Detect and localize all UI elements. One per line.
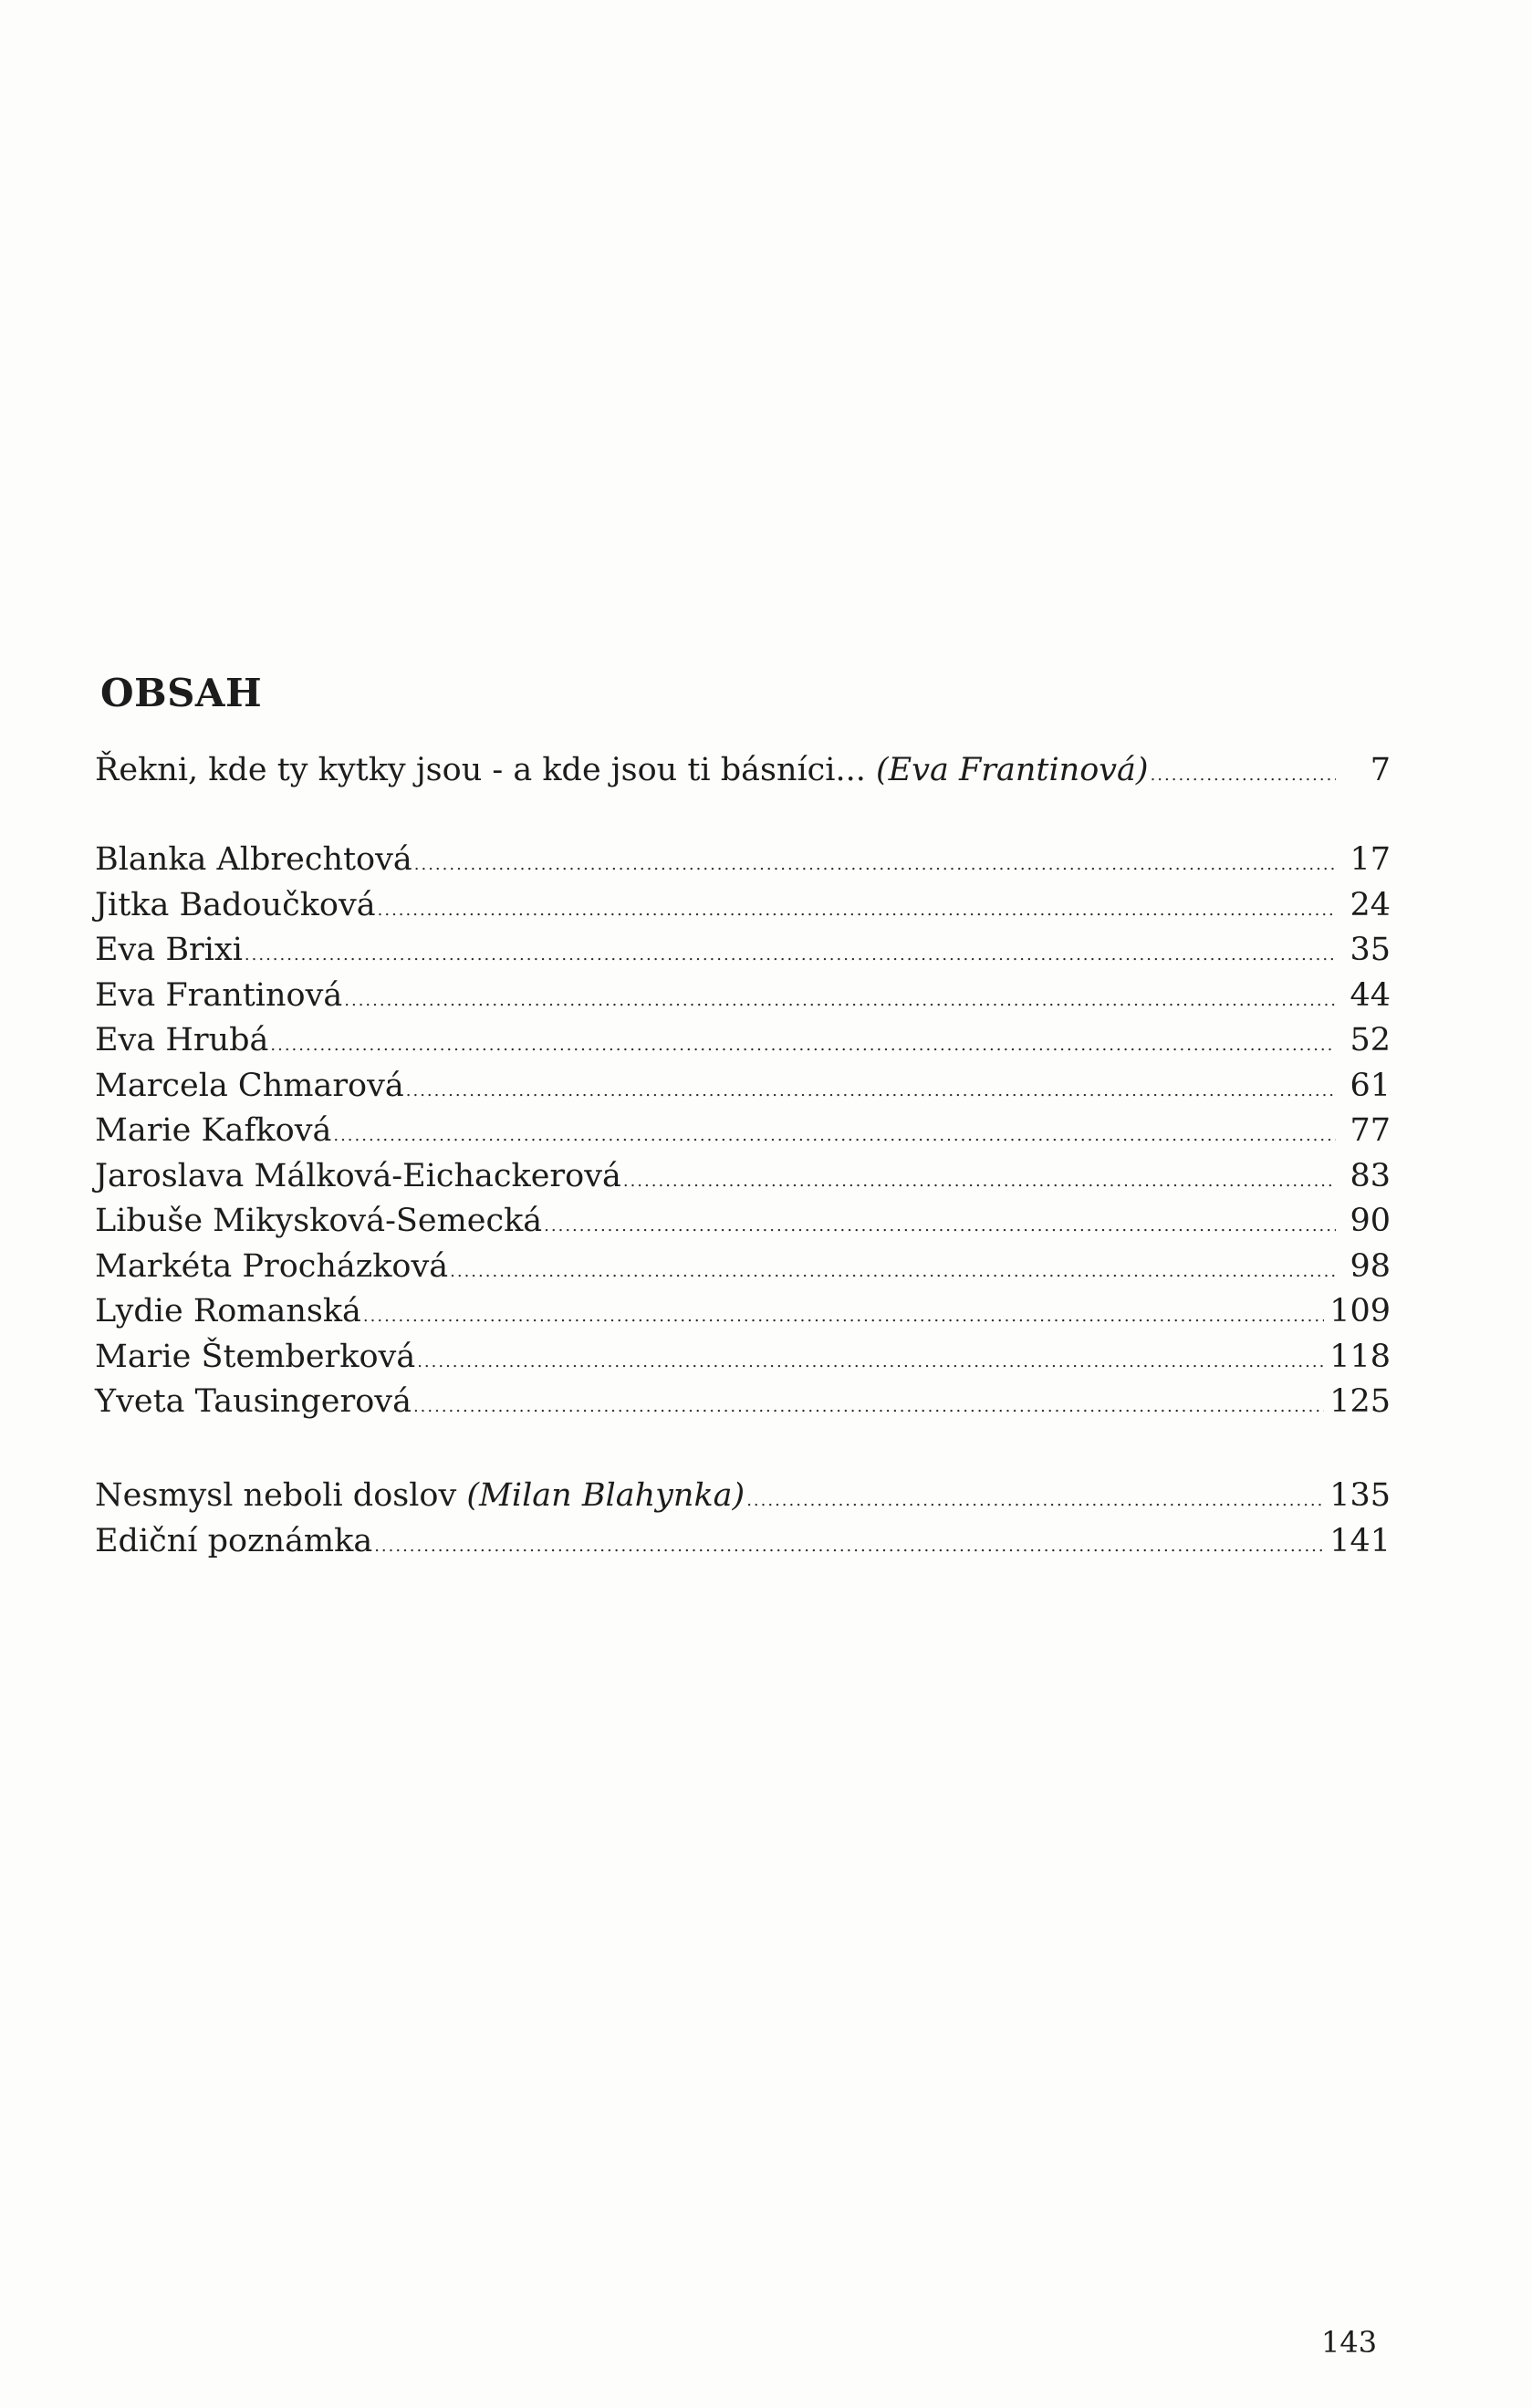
dot-leader [378,902,1336,919]
toc-intro-list [95,748,1391,794]
dot-leader [1151,767,1336,784]
entry-page-number: 17 [1350,841,1391,878]
entry-title: Eva Brixi [95,932,243,968]
dot-leader [417,1354,1324,1371]
entry-page-number: 125 [1329,1383,1391,1420]
toc-entry [95,1064,1391,1110]
toc-entry [95,1289,1391,1335]
toc-entry [95,1018,1391,1064]
page-number: 143 [1321,2325,1378,2360]
dot-leader [746,1493,1324,1509]
entry-author: (Eva Frantinová) [876,752,1149,788]
entry-page-number: 141 [1329,1522,1391,1559]
dot-leader [363,1308,1324,1325]
entry-page-number: 90 [1350,1203,1391,1239]
entry-title-text: Řekni, kde ty kytky jsou - a kde jsou ti básníci... [95,752,866,788]
entry-title-text: Nesmysl neboli doslov [95,1477,457,1514]
entry-page-number: 109 [1329,1293,1391,1329]
toc-entry [95,928,1391,974]
toc-entry-afterword [95,1474,1391,1519]
dot-leader [413,1399,1324,1415]
entry-title [95,748,1149,794]
entry-page-number: 83 [1350,1157,1391,1194]
toc-entry [95,883,1391,929]
toc-entry [95,1154,1391,1200]
dot-leader [414,857,1336,873]
toc-entry [95,974,1391,1019]
dot-leader [450,1264,1336,1280]
dot-leader [406,1083,1336,1100]
entry-page-number: 118 [1329,1338,1391,1375]
dot-leader [270,1037,1336,1054]
entry-title: Marcela Chmarová [95,1067,404,1104]
dot-leader [245,947,1336,964]
toc-entry [95,838,1391,883]
entry-page-number: 24 [1350,886,1391,923]
entry-title: Eva Frantinová [95,976,343,1014]
entry-title: Ediční poznámka [95,1522,373,1559]
entry-page-number: 135 [1329,1477,1391,1514]
toc-entry-editorial [95,1519,1391,1565]
entry-page-number: 98 [1350,1247,1391,1285]
entry-title: Yveta Tausingerová [95,1383,412,1420]
entry-title: Blanka Albrechtová [95,841,412,878]
entry-page-number: 52 [1350,1022,1391,1058]
dot-leader [623,1173,1336,1190]
entry-title: Markéta Procházková [95,1247,449,1285]
dot-leader [544,1218,1336,1235]
toc-poets-list [95,838,1391,1425]
entry-title: Jaroslava Málková-Eichackerová [95,1157,621,1194]
dot-leader [374,1538,1324,1555]
entry-title: Marie Štemberková [95,1338,416,1375]
page-title: OBSAH [100,671,263,715]
dot-leader [344,993,1336,1009]
entry-title: Lydie Romanská [95,1293,361,1329]
toc-entry [95,1109,1391,1154]
toc-entry [95,1245,1391,1290]
entry-page-number: 35 [1350,932,1391,968]
entry-page-number: 7 [1370,752,1391,788]
entry-page-number: 77 [1350,1112,1391,1149]
entry-author: (Milan Blahynka) [466,1477,745,1514]
entry-title: Marie Kafková [95,1112,332,1149]
entry-title [95,1474,745,1519]
entry-page-number: 61 [1350,1067,1391,1104]
entry-title: Jitka Badoučková [95,886,376,923]
toc-entry [95,1199,1391,1245]
entry-title: Eva Hrubá [95,1022,269,1058]
toc-entry [95,1380,1391,1425]
toc-entry [95,1335,1391,1381]
entry-page-number: 44 [1350,976,1391,1014]
toc-entry-intro [95,748,1391,794]
entry-title: Libuše Mikysková-Semecká [95,1203,543,1239]
dot-leader [333,1128,1336,1144]
toc-closing-list [95,1474,1391,1564]
